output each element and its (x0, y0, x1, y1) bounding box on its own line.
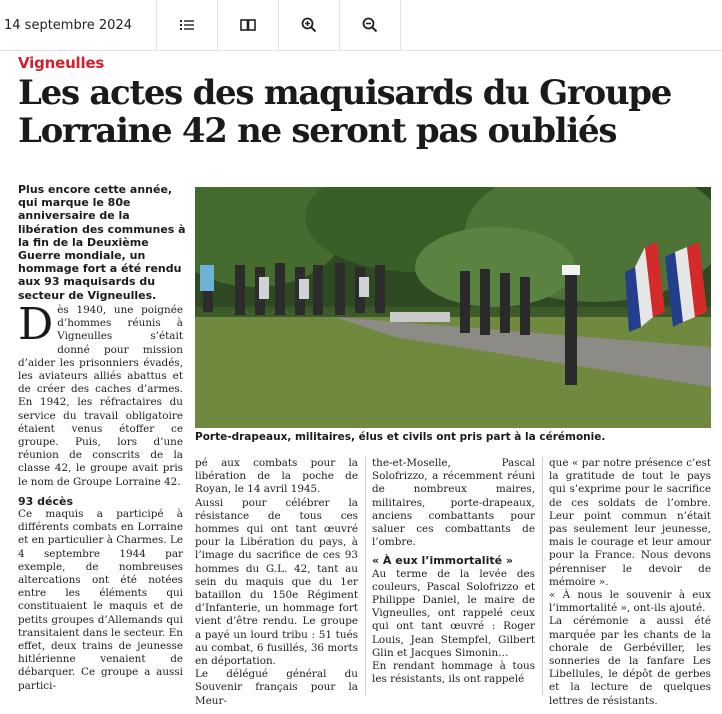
photo-caption: Porte-drapeaux, militaires, élus et civils ont pris part à la cérémonie. (195, 431, 606, 443)
zoom-in-button[interactable] (279, 0, 340, 50)
article-column-3 (372, 457, 535, 686)
column-divider (542, 457, 543, 695)
article-paragraph: « À nous le souvenir à eux l’immortalité », ont-ils ajouté. (549, 589, 711, 615)
viewer-toolbar (0, 0, 722, 51)
ceremony-photo-illustration (195, 187, 711, 428)
article-headline: Les actes des maquisards du Groupe Lorraine 42 ne seront pas oubliés (18, 73, 672, 151)
article-paragraph: the-et-Moselle, Pascal Solofrizzo, a récemment réuni de nombreux maires, militaires, porte-drapeaux, anciens combattants pour saluer ces combattants de l’ombre. (372, 457, 535, 549)
section-label: Vigneulles (18, 54, 105, 72)
subheading: « À eux l’immortalité » (372, 554, 513, 568)
column-divider (365, 457, 366, 695)
article-column-2 (195, 457, 358, 708)
article-paragraph: Au terme de la levée des couleurs, Pascal Solofrizzo et Philippe Daniel, le maire de Vigneulles, ont rappelé ceux qui ont tant œuvré : Roger Louis, Jean Stempfel, Gilbert Glin et Jacques Simonin… (372, 567, 535, 659)
article-paragraph: pé aux combats pour la libération de la poche de Royan, le 14 avril 1945. (195, 457, 358, 496)
book-open-icon (240, 19, 256, 31)
page-view-button[interactable] (218, 0, 279, 50)
article-paragraph: Ce maquis a participé à différents combats en Lorraine et en particulier à Charmes. Le 4 septembre 1944 par exemple, de nombreuses altercations ont été notées entre les éléments qui constituaient le maquis et de petits groupes d’Allemands qui transitaient dans le secteur. En effet, deux trains de jeunesse hitlérienne venaient de débarquer. Ce groupe a aussi partici- (18, 508, 183, 692)
table-of-contents-button[interactable] (157, 0, 218, 50)
article-paragraph: Le délégué général du Souvenir français pour la Meur- (195, 668, 358, 707)
article-paragraph: Aussi pour célébrer la résistance de tous ces hommes qui ont tant œuvré pour la Libération du pays, à l’image du sacrifice de ces 93 hommes du G.L. 42, tant au sein du maquis que du 1er bataillon du 150e Régiment d’Infanterie, un hommage fort vient d’être rendu. Le groupe a payé un lourd tribu : 51 tués au combat, 6 fusillés, 36 morts en déportation. (195, 496, 358, 668)
article-column-4 (549, 457, 711, 708)
zoom-out-button[interactable] (340, 0, 401, 50)
list-icon (180, 19, 194, 31)
zoom-out-icon (362, 17, 378, 33)
zoom-in-icon (301, 17, 317, 33)
article-lead: Plus encore cette année, qui marque le 80e anniversaire de la libération des communes à la fin de la Deuxième Guerre mondiale, un hommage fort a été rendu aux 93 maquisards du secteur de Vigneulles. (18, 183, 186, 302)
article-paragraph: Dès 1940, une poignée d’hommes réunis à Vigneulles s’était donné pour mission d’aider les prisonniers évadés, les aviateurs alliés abattus et de créer des caches d’armes. En 1942, les réfractaires du service du travail obligatoire étaient venus étoffer ce groupe. Puis, lors d’une réunion de conscrits de la classe 42, le groupe avait pris le nom de Groupe Lorraine 42. (18, 299, 183, 488)
subheading: 93 décès (18, 494, 73, 508)
article-column-1 (18, 299, 183, 693)
article-paragraph: que « par notre présence c’est la gratitude de tout le pays qui s’exprime pour le sacrifice de ces soldats de l’ombre. Leur point commun n’était pas seulement leur jeunesse, mais le courage et leur amour pour la France. Nous devons pérenniser le devoir de mémoire ». (549, 457, 711, 588)
edition-date: 14 septembre 2024 (0, 0, 157, 50)
drop-cap: D (18, 299, 54, 350)
article-paragraph: En rendant hommage à tous les résistants, ils ont rappelé (372, 660, 535, 686)
ceremony-photo (195, 187, 711, 428)
article-paragraph: La cérémonie a aussi été marquée par les chants de la chorale de Gerbéviller, les sonneries de la fanfare Les Libellules, le dépôt de gerbes et la lecture de quelques lettres de résistants. (549, 615, 711, 707)
